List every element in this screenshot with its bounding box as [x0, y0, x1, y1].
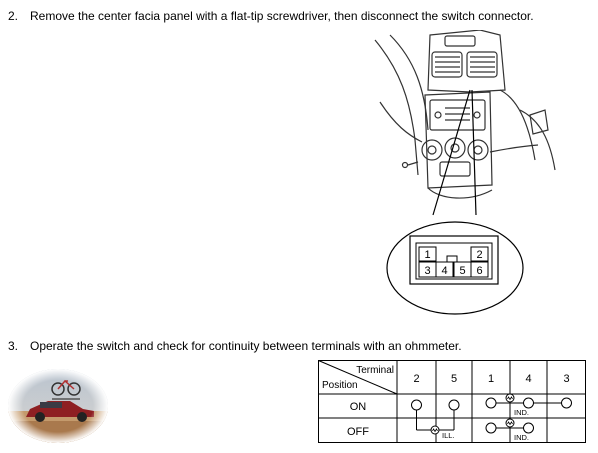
pin-2: 2 [476, 249, 483, 261]
terminal-2-header: 2 [413, 373, 420, 385]
terminal-node [524, 398, 534, 408]
row-on-label: ON [349, 401, 367, 413]
terminal-5-header: 5 [450, 373, 458, 385]
pin-5: 5 [459, 265, 466, 277]
lamp-icon [506, 419, 514, 427]
terminal-1-header: 1 [487, 373, 495, 385]
pin-3: 3 [424, 265, 431, 277]
dashboard-drawing [375, 30, 555, 198]
step-2-instruction [8, 9, 534, 23]
header-terminal: Terminal [356, 365, 394, 376]
knob-left [422, 140, 442, 160]
lamp-icon [431, 426, 439, 434]
row-off-label: OFF [347, 426, 369, 438]
pin-1: 1 [424, 249, 431, 261]
step-number: 2. [8, 9, 19, 23]
ind-label: IND. [514, 408, 529, 417]
terminal-4-header: 4 [525, 373, 532, 385]
terminal-node [562, 398, 572, 408]
terminal-node [412, 400, 422, 410]
ill-label: ILL. [442, 431, 455, 440]
continuity-table [318, 360, 586, 444]
knob-right [468, 140, 488, 160]
right-vent [467, 52, 497, 77]
terminal-node [449, 400, 459, 410]
switch-connector [410, 236, 498, 284]
terminal-node [524, 423, 534, 433]
ill-circuit [412, 400, 460, 434]
header-position: Position [322, 380, 358, 391]
left-vent [432, 52, 462, 77]
terminal-3-header: 3 [563, 373, 570, 385]
pin-6: 6 [476, 265, 483, 277]
step-3-instruction [8, 339, 462, 353]
ind-label: IND. [514, 433, 529, 442]
pin-4: 4 [441, 265, 448, 277]
terminal-node [486, 423, 496, 433]
car-photo [8, 369, 108, 443]
on-row-circuit [486, 394, 572, 408]
step-text: Remove the center facia panel with a flat-tip screwdriver, then disconnect the switch connector. [30, 9, 534, 23]
step-text: Operate the switch and check for continuity between terminals with an ohmmeter. [30, 339, 462, 353]
lamp-icon [506, 394, 514, 402]
terminal-node [486, 398, 496, 408]
radio-unit [430, 100, 485, 130]
step-number: 3. [8, 339, 19, 353]
dashboard-illustration [370, 30, 585, 315]
